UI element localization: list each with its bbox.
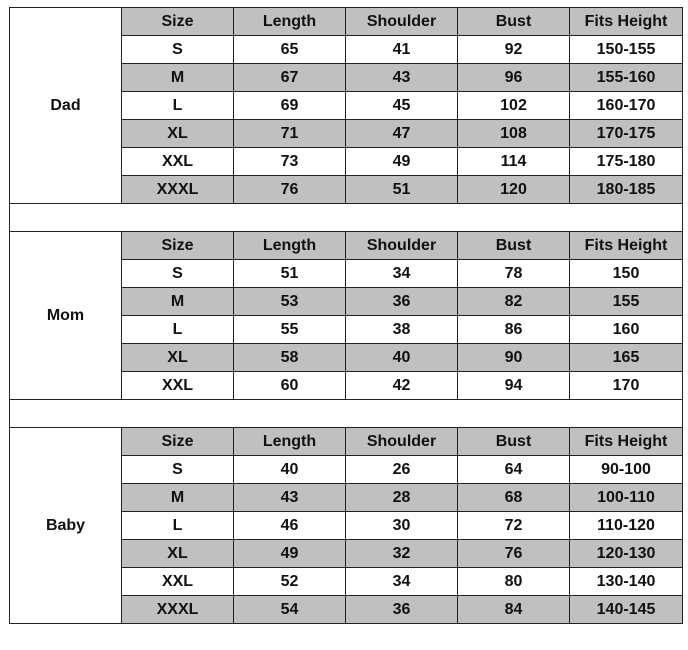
- column-header-length: Length: [234, 8, 346, 36]
- length-cell: 73: [234, 148, 346, 176]
- fits-height-cell: 170-175: [570, 120, 683, 148]
- bust-cell: 76: [458, 540, 570, 568]
- length-cell: 71: [234, 120, 346, 148]
- size-chart-table: [9, 7, 683, 624]
- size-cell: S: [122, 456, 234, 484]
- size-cell: S: [122, 36, 234, 64]
- bust-cell: 90: [458, 344, 570, 372]
- size-cell: XXL: [122, 148, 234, 176]
- column-header-bust: Bust: [458, 232, 570, 260]
- bust-cell: 102: [458, 92, 570, 120]
- fits-height-cell: 120-130: [570, 540, 683, 568]
- fits-height-cell: 90-100: [570, 456, 683, 484]
- shoulder-cell: 26: [346, 456, 458, 484]
- shoulder-cell: 36: [346, 596, 458, 624]
- shoulder-cell: 32: [346, 540, 458, 568]
- dad-group-label: Dad: [10, 8, 122, 204]
- length-cell: 49: [234, 540, 346, 568]
- fits-height-cell: 175-180: [570, 148, 683, 176]
- mom-group-label: Mom: [10, 232, 122, 400]
- column-header-fits-height: Fits Height: [570, 428, 683, 456]
- group-spacer-row: [10, 400, 683, 428]
- length-cell: 52: [234, 568, 346, 596]
- length-cell: 43: [234, 484, 346, 512]
- shoulder-cell: 47: [346, 120, 458, 148]
- column-header-length: Length: [234, 232, 346, 260]
- size-cell: M: [122, 64, 234, 92]
- shoulder-cell: 38: [346, 316, 458, 344]
- size-cell: XL: [122, 344, 234, 372]
- length-cell: 69: [234, 92, 346, 120]
- dad-header-row: [10, 8, 683, 36]
- length-cell: 53: [234, 288, 346, 316]
- size-chart: [9, 7, 683, 624]
- column-header-shoulder: Shoulder: [346, 8, 458, 36]
- column-header-shoulder: Shoulder: [346, 232, 458, 260]
- size-cell: XXL: [122, 372, 234, 400]
- length-cell: 67: [234, 64, 346, 92]
- bust-cell: 86: [458, 316, 570, 344]
- size-cell: L: [122, 92, 234, 120]
- column-header-fits-height: Fits Height: [570, 232, 683, 260]
- column-header-fits-height: Fits Height: [570, 8, 683, 36]
- size-cell: XXL: [122, 568, 234, 596]
- column-header-length: Length: [234, 428, 346, 456]
- fits-height-cell: 150-155: [570, 36, 683, 64]
- shoulder-cell: 45: [346, 92, 458, 120]
- column-header-shoulder: Shoulder: [346, 428, 458, 456]
- bust-cell: 72: [458, 512, 570, 540]
- group-spacer: [10, 204, 683, 232]
- bust-cell: 120: [458, 176, 570, 204]
- size-cell: L: [122, 512, 234, 540]
- shoulder-cell: 51: [346, 176, 458, 204]
- group-spacer: [10, 400, 683, 428]
- length-cell: 58: [234, 344, 346, 372]
- size-cell: XXXL: [122, 176, 234, 204]
- shoulder-cell: 49: [346, 148, 458, 176]
- shoulder-cell: 34: [346, 260, 458, 288]
- shoulder-cell: 36: [346, 288, 458, 316]
- baby-group-label: Baby: [10, 428, 122, 624]
- fits-height-cell: 160: [570, 316, 683, 344]
- fits-height-cell: 110-120: [570, 512, 683, 540]
- bust-cell: 114: [458, 148, 570, 176]
- column-header-bust: Bust: [458, 8, 570, 36]
- fits-height-cell: 180-185: [570, 176, 683, 204]
- length-cell: 65: [234, 36, 346, 64]
- length-cell: 40: [234, 456, 346, 484]
- column-header-size: Size: [122, 232, 234, 260]
- fits-height-cell: 160-170: [570, 92, 683, 120]
- baby-header-row: [10, 428, 683, 456]
- fits-height-cell: 100-110: [570, 484, 683, 512]
- length-cell: 46: [234, 512, 346, 540]
- length-cell: 54: [234, 596, 346, 624]
- column-header-size: Size: [122, 428, 234, 456]
- bust-cell: 96: [458, 64, 570, 92]
- bust-cell: 84: [458, 596, 570, 624]
- size-cell: L: [122, 316, 234, 344]
- shoulder-cell: 28: [346, 484, 458, 512]
- shoulder-cell: 41: [346, 36, 458, 64]
- bust-cell: 108: [458, 120, 570, 148]
- column-header-size: Size: [122, 8, 234, 36]
- bust-cell: 82: [458, 288, 570, 316]
- length-cell: 60: [234, 372, 346, 400]
- bust-cell: 78: [458, 260, 570, 288]
- fits-height-cell: 150: [570, 260, 683, 288]
- column-header-bust: Bust: [458, 428, 570, 456]
- bust-cell: 80: [458, 568, 570, 596]
- size-cell: M: [122, 484, 234, 512]
- length-cell: 76: [234, 176, 346, 204]
- fits-height-cell: 155: [570, 288, 683, 316]
- fits-height-cell: 165: [570, 344, 683, 372]
- fits-height-cell: 140-145: [570, 596, 683, 624]
- bust-cell: 64: [458, 456, 570, 484]
- size-cell: XL: [122, 540, 234, 568]
- length-cell: 51: [234, 260, 346, 288]
- size-cell: S: [122, 260, 234, 288]
- fits-height-cell: 170: [570, 372, 683, 400]
- shoulder-cell: 34: [346, 568, 458, 596]
- shoulder-cell: 42: [346, 372, 458, 400]
- mom-header-row: [10, 232, 683, 260]
- bust-cell: 68: [458, 484, 570, 512]
- length-cell: 55: [234, 316, 346, 344]
- size-cell: XL: [122, 120, 234, 148]
- size-cell: XXXL: [122, 596, 234, 624]
- shoulder-cell: 40: [346, 344, 458, 372]
- shoulder-cell: 43: [346, 64, 458, 92]
- fits-height-cell: 130-140: [570, 568, 683, 596]
- bust-cell: 92: [458, 36, 570, 64]
- group-spacer-row: [10, 204, 683, 232]
- size-cell: M: [122, 288, 234, 316]
- fits-height-cell: 155-160: [570, 64, 683, 92]
- shoulder-cell: 30: [346, 512, 458, 540]
- bust-cell: 94: [458, 372, 570, 400]
